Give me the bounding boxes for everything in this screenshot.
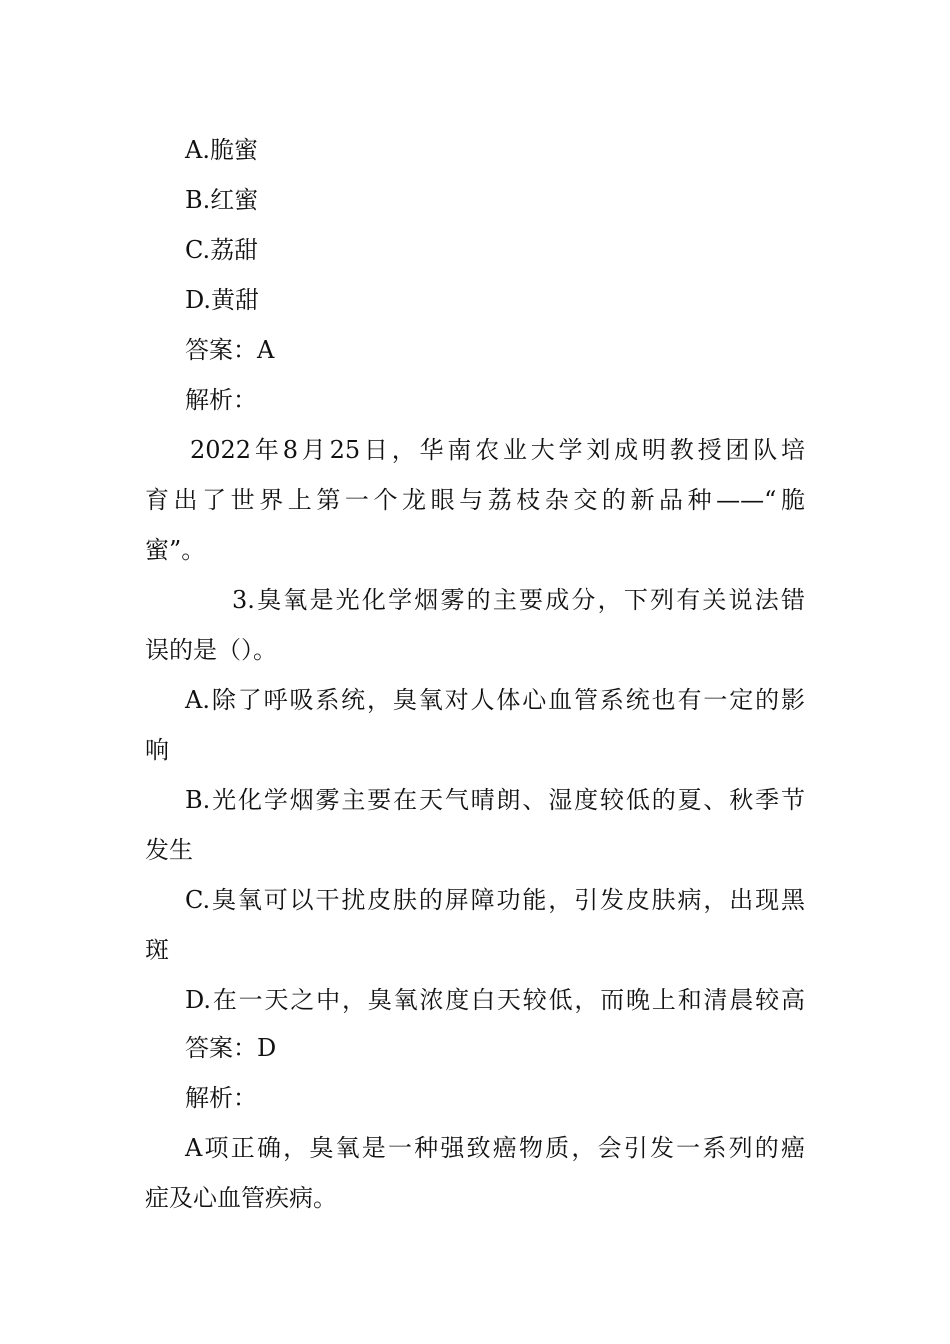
q3-question-line-1: 3.臭氧是光化学烟雾的主要成分，下列有关说法错 [232,586,805,614]
q3-option-d-line-1: D.在一天之中，臭氧浓度白天较低，而晚上和清晨较高 [185,986,805,1014]
q2-analysis-line-3: 蜜”。 [145,536,206,564]
q2-option-c: C.荔甜 [185,236,259,264]
q2-option-b: B.红蜜 [185,186,259,214]
q2-answer: 答案：A [185,336,275,364]
q2-option-d: D.黄甜 [185,286,260,314]
q3-option-c-line-2: 斑 [145,936,169,964]
q3-analysis-line-2: 症及心血管疾病。 [145,1184,337,1212]
q3-analysis-label: 解析： [185,1084,257,1112]
q2-analysis-label: 解析： [185,386,257,414]
q3-analysis-line-1: A项正确，臭氧是一种强致癌物质，会引发一系列的癌 [185,1134,805,1162]
q3-question-line-2: 误的是（）。 [145,636,277,664]
q3-option-b-line-1: B.光化学烟雾主要在天气晴朗、湿度较低的夏、秋季节 [185,786,805,814]
q3-option-a-line-1: A.除了呼吸系统，臭氧对人体心血管系统也有一定的影 [185,686,805,714]
q2-analysis-line-2: 育出了世界上第一个龙眼与荔枝杂交的新品种——“脆 [145,486,805,514]
q2-analysis-line-1: 2022年8月25日，华南农业大学刘成明教授团队培 [190,436,805,464]
q3-option-a-line-2: 响 [145,736,169,764]
q3-option-c-line-1: C.臭氧可以干扰皮肤的屏障功能，引发皮肤病，出现黑 [185,886,805,914]
q2-option-a: A.脆蜜 [185,136,258,164]
q3-answer: 答案：D [185,1034,277,1062]
q3-option-b-line-2: 发生 [145,836,193,864]
